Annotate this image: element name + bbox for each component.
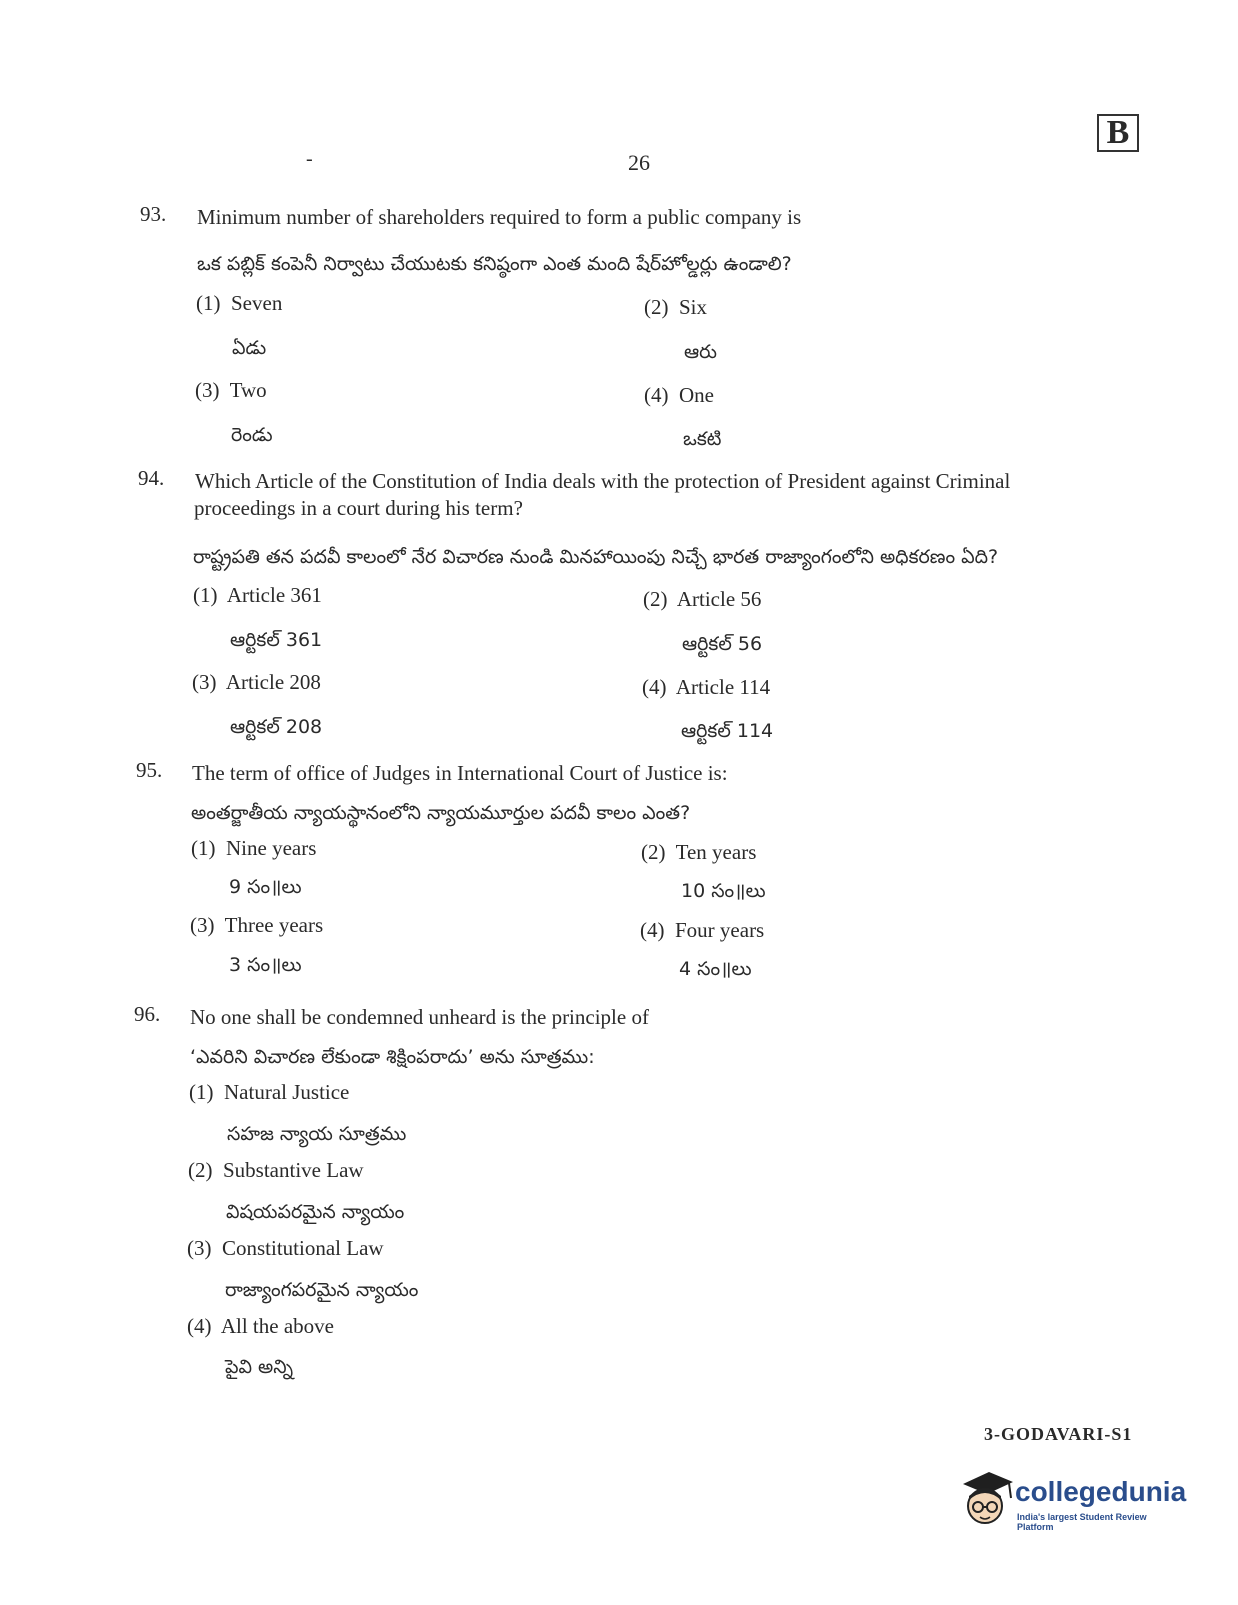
option-4	[644, 383, 714, 408]
option-text-en: Six	[679, 295, 708, 319]
brand-tagline: India's largest Student Review Platform	[1017, 1512, 1147, 1532]
option-label: (3)	[192, 670, 217, 694]
option-label: (2)	[643, 587, 668, 611]
option-3	[187, 1236, 384, 1261]
option-label: (4)	[640, 918, 665, 942]
option-3-te: రాజ్యాంగపరమైన న్యాయం	[225, 1279, 419, 1301]
option-3	[192, 670, 321, 695]
option-label: (4)	[644, 383, 669, 407]
option-4-te: 4 సం॥లు	[679, 958, 752, 980]
option-text-en: Article 208	[225, 670, 321, 694]
option-label: (2)	[188, 1158, 213, 1182]
mascot-icon	[955, 1466, 1015, 1536]
option-text-en: Article 114	[675, 675, 771, 699]
collegedunia-logo	[955, 1466, 1185, 1536]
question-text-te: ‘ఎవరిని విచారణ లేకుండా శిక్షింపరాదు’ అను సూత్రము:	[190, 1046, 595, 1068]
option-label: (1)	[193, 583, 218, 607]
option-text-en: Seven	[231, 291, 283, 315]
option-1-te: ఆర్టికల్ 361	[230, 629, 323, 651]
question-text-en: The term of office of Judges in International Court of Justice is:	[192, 761, 728, 785]
question-text-en-line-1: Which Article of the Constitution of India deals with the protection of President against Criminal	[195, 469, 1011, 493]
page-number: 26	[628, 150, 650, 175]
option-3	[195, 378, 267, 403]
question-number: 94.	[138, 466, 165, 490]
option-2	[643, 587, 761, 612]
option-text-en: Three years	[224, 913, 324, 937]
option-text-en: Article 361	[226, 583, 322, 607]
option-2	[644, 295, 707, 320]
option-4	[187, 1314, 334, 1339]
option-4	[642, 675, 770, 700]
option-label: (3)	[190, 913, 215, 937]
option-text-en: One	[679, 383, 714, 407]
question-number: 96.	[134, 1002, 161, 1026]
option-2-te: ఆరు	[684, 341, 718, 363]
option-text-en: Substantive Law	[223, 1158, 364, 1182]
option-label: (2)	[641, 840, 666, 864]
question-text-en: Minimum number of shareholders required to form a public company is	[197, 205, 802, 229]
option-label: (3)	[187, 1236, 212, 1260]
option-label: (4)	[642, 675, 667, 699]
option-1	[193, 583, 322, 608]
option-4	[640, 918, 764, 943]
option-label: (1)	[191, 836, 216, 860]
option-label: (2)	[644, 295, 669, 319]
option-1-te: సహజ న్యాయ సూత్రము	[227, 1123, 407, 1145]
question-text-en: No one shall be condemned unheard is the principle of	[190, 1005, 649, 1029]
option-4-te: ఒకటి	[683, 428, 722, 450]
option-2-te: 10 సం॥లు	[681, 880, 766, 902]
question-number: 95.	[136, 758, 163, 782]
question-text-te: రాష్ట్రపతి తన పదవీ కాలంలో నేర విచారణ నుండి మినహాయింపు నిచ్చే భారత రాజ్యాంగంలోని అధికరణం ఏది?	[193, 546, 999, 568]
option-text-en: Four years	[675, 918, 765, 942]
option-text-en: Ten years	[675, 840, 757, 864]
option-text-en: Article 56	[676, 587, 762, 611]
option-4-te: ఆర్టికల్ 114	[681, 720, 774, 742]
option-text-en: Natural Justice	[224, 1080, 350, 1104]
option-label: (3)	[195, 378, 220, 402]
option-1-te: 9 సం॥లు	[229, 876, 302, 898]
option-3	[190, 913, 323, 938]
option-2	[641, 840, 756, 865]
option-text-en: Two	[229, 378, 267, 402]
option-2	[188, 1158, 364, 1183]
option-text-en: All the above	[220, 1314, 334, 1338]
option-label: (1)	[189, 1080, 214, 1104]
option-1	[191, 836, 316, 861]
option-2-te: ఆర్టికల్ 56	[682, 633, 763, 655]
option-label: (4)	[187, 1314, 212, 1338]
option-1	[196, 291, 282, 316]
option-3-te: రెండు	[231, 424, 273, 446]
brand-name: collegedunia	[1015, 1476, 1187, 1507]
question-text-te: అంతర్జాతీయ న్యాయస్థానంలోని న్యాయమూర్తుల పదవీ కాలం ఎంత?	[191, 802, 691, 824]
option-2-te: విషయపరమైన న్యాయం	[226, 1201, 405, 1223]
option-4-te: పైవి అన్ని	[225, 1356, 294, 1378]
question-text-te: ఒక పబ్లిక్ కంపెనీ నిర్వాటు చేయుటకు కనిష్ఠంగా ఎంత మంది షేర్‌హోల్డర్లు ఉండాలి?	[197, 253, 792, 275]
question-number: 93.	[140, 202, 167, 226]
header-mark: -	[306, 148, 313, 170]
option-label: (1)	[196, 291, 221, 315]
option-1-te: ఏడు	[232, 337, 267, 359]
option-text-en: Nine years	[226, 836, 317, 860]
option-3-te: 3 సం॥లు	[229, 954, 302, 976]
question-text-en-line-2: proceedings in a court during his term?	[194, 496, 523, 520]
booklet-series-box: B	[1097, 114, 1139, 152]
paper-code: 3-GODAVARI-S1	[984, 1424, 1133, 1444]
option-text-en: Constitutional Law	[222, 1236, 384, 1260]
option-3-te: ఆర్టికల్ 208	[230, 716, 323, 738]
option-1	[189, 1080, 349, 1105]
